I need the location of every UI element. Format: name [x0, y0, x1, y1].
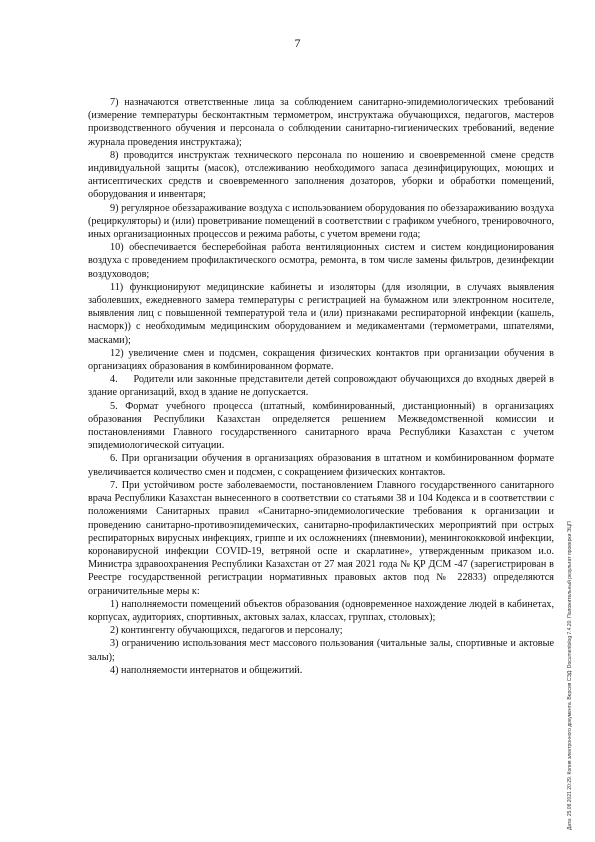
measure-item: 1) наполняемости помещений объектов образования (одновременное нахождение людей в кабинетах, корпусах, аудиториях, спортивных, актовых залах, классах, группах, столовых);	[88, 598, 554, 623]
paragraph: 9) регулярное обеззараживание воздуха с использованием оборудования по обеззараживанию воздуха (рециркуляторы) и (или) проветривание помещений в соответствии с графиком учебного, тренировочного, иных организационных процессов и режима работы, с учетом времени года;	[88, 202, 554, 241]
paragraph: 7. При устойчивом росте заболеваемости, постановлением Главного государственного санитарного врача Республики Казахстан вынесенного в соответствии со статьями 38 и 104 Кодекса и в соответствии с положениями Санитарных правил «Санитарно-эпидемиологические требования к организации и проведению санитарно-противоэпидемических, санитарно-профилактических мероприятий при острых респираторных вирусных инфекциях, гриппе и их осложнениях (пневмонии), менингококковой инфекции, коронавирусной инфекции COVID-19, ветряной оспе и скарлатине», утвержденным приказом и.о. Министра здравоохранения Республики Казахстан от 27 мая 2021 года № ҚР ДСМ -47 (зарегистрирован в Реестре государственной регистрации нормативных правовых актов под № 22833) определяются ограничительные меры к:	[88, 479, 554, 597]
paragraph: 5. Формат учебного процесса (штатный, комбинированный, дистанционный) в организациях образования Республики Казахстан определяется решением Межведомственной комиссии и постановлениями Главного государственного санитарного врача Республики Казахстан с учетом эпидемиологической ситуации.	[88, 400, 554, 452]
paragraph: 12) увеличение смен и подсмен, сокращения физических контактов при организации обучения в организациях образования в комбинированном формате.	[88, 347, 554, 373]
paragraph: 7) назначаются ответственные лица за соблюдением санитарно-эпидемиологических требований (измерение температуры бесконтактным термометром, инструктажа обучающихся, педагогов, мастеров производственного обучения и персонала о соблюдении санитарно-гигиенических требований, ведение журнала проведения инструктажа);	[88, 97, 554, 148]
paragraph: 4. Родители или законные представители детей сопровождают обучающихся до входных дверей в здание организаций, вход в здание не допускается.	[88, 374, 554, 399]
document-body	[88, 96, 554, 677]
e-signature-stamp: Дата: 25.08.2021 20:29. Копия электронного документа. Версия СЭД: Documentolog 7.4.20. Положительный результат проверки ЭЦП	[567, 521, 573, 830]
paragraph: 6. При организации обучения в организациях образования в штатном и комбинированном формате увеличивается количество смен и подсмен, с сокращением физических контактов.	[88, 453, 554, 478]
paragraph: 11) функционируют медицинские кабинеты и изоляторы (для изоляции, в случаях выявления заболевших, ежедневного замера температуры с регистрацией на бумажном или электронном носителе, выявления лиц с повышенной температурой тела и (или) признаками респираторной инфекции (кашель, насморк)) с необходимым медицинским оборудованием и медикаментами (термометрами, шпателями, масками);	[88, 281, 554, 346]
measure-item: 2) контингенту обучающихся, педагогов и персоналу;	[110, 625, 343, 637]
paragraph: 10) обеспечивается бесперебойная работа вентиляционных систем и систем кондиционирования воздуха с проведением профилактического осмотра, ремонта, в том числе замены фильтров, дезинфекции воздуховодов;	[88, 242, 554, 280]
measure-item: 4) наполняемости интернатов и общежитий.	[110, 664, 303, 676]
measure-item: 3) ограничению использования мест массового пользования (читальные залы, спортивные и актовые залы);	[88, 638, 554, 663]
paragraph: 8) проводится инструктаж технического персонала по ношению и своевременной смене средств индивидуальной защиты (масок), отслеживанию необходимого запаса дезинфицирующих, моющих и антисептических средств и своевременного заполнения дозаторов, уборки и обработки помещений, оборудования и инвентаря;	[88, 149, 554, 201]
page-number: 7	[294, 36, 301, 50]
